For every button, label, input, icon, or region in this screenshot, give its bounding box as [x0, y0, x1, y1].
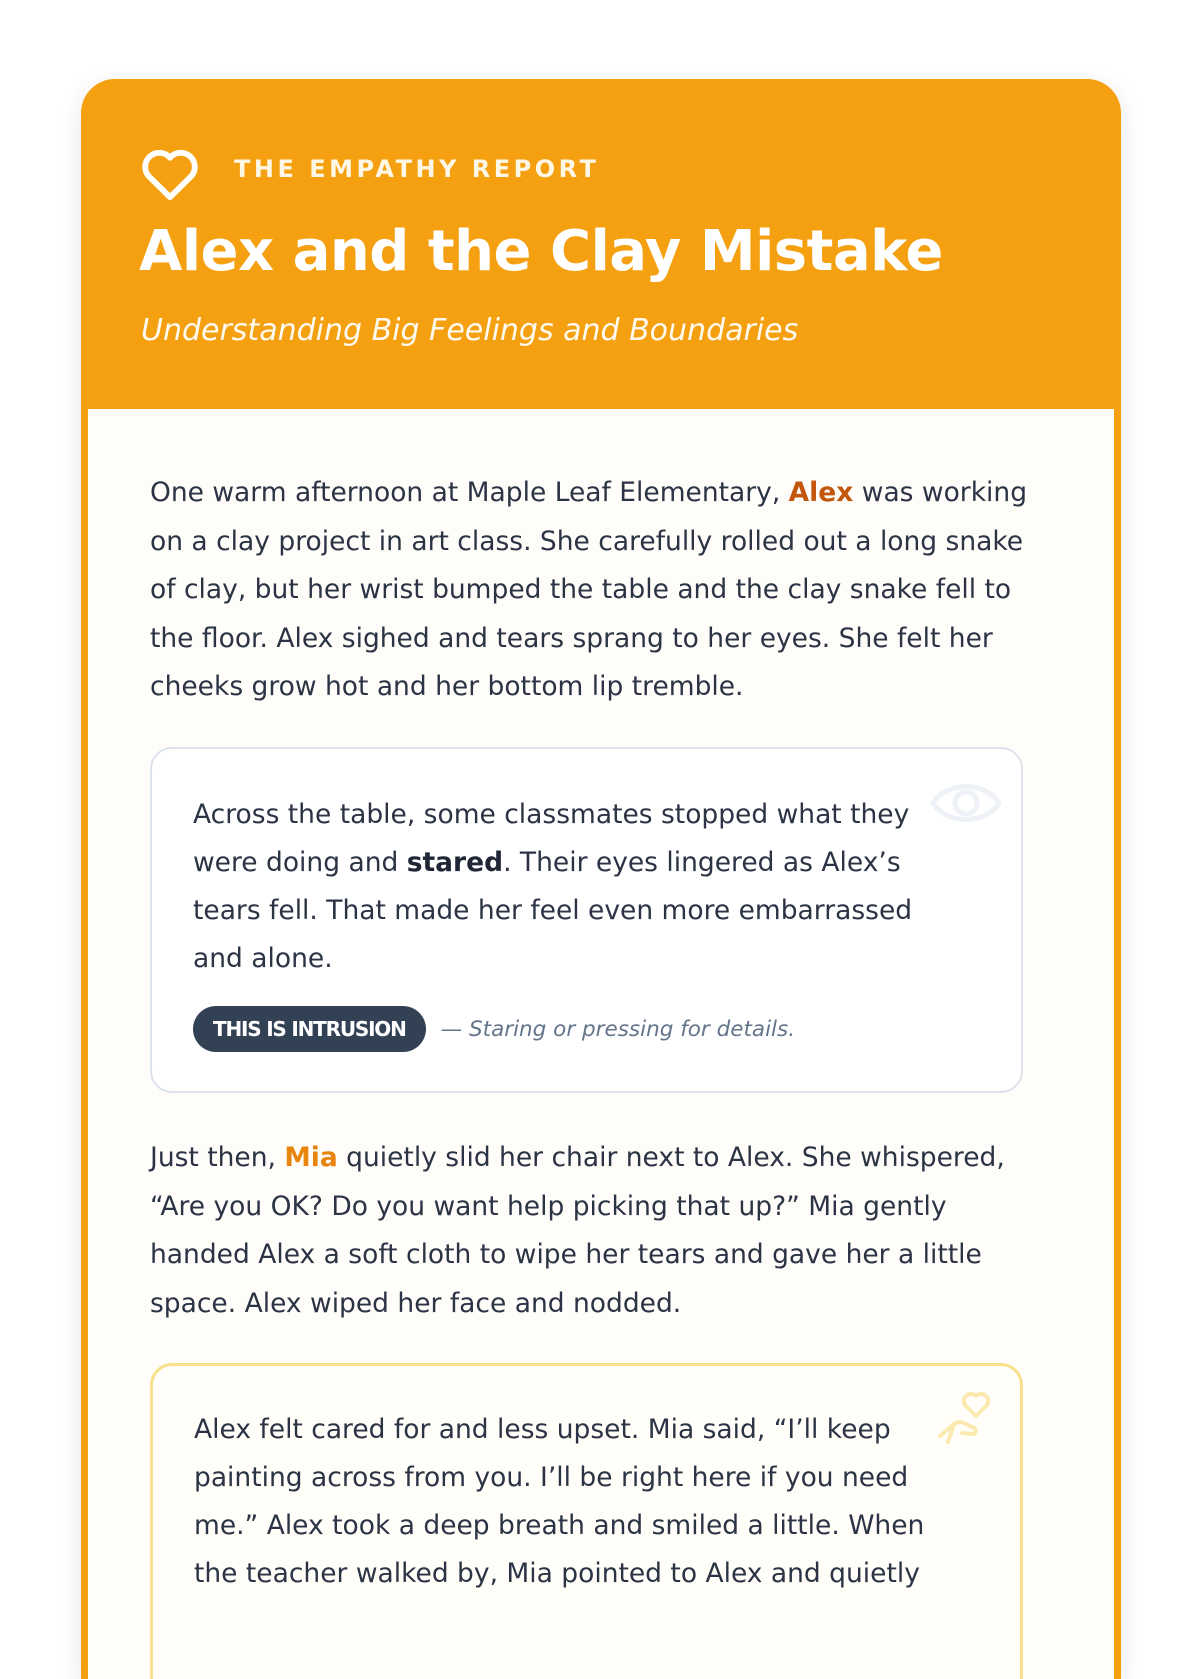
support-callout: [150, 1363, 1023, 1679]
page-subtitle: Understanding Big Feelings and Boundaries: [141, 313, 799, 348]
story-paragraph-2: Just then, Mia quietly slid her chair next to Alex. She whispered, “Are you OK? Do you want help picking that up?” Mia gently handed Alex a soft cloth to wipe her tears and gave her a little space. Alex wiped her face and nodded.: [150, 1142, 1005, 1319]
intrusion-note: — Staring or pressing for details.: [440, 1016, 796, 1042]
page-title: Alex and the Clay Mistake: [139, 219, 943, 284]
story-paragraph-1: One warm afternoon at Maple Leaf Elementary, Alex was working on a clay project in art class. She carefully rolled out a long snake of clay, but her wrist bumped the table and the clay snake fell to the floor. Alex sighed and tears sprang to her eyes. She felt her cheeks grow hot and her bottom lip tremble.: [150, 477, 1028, 702]
report-eyebrow: THE EMPATHY REPORT: [234, 155, 600, 183]
intrusion-tag-row: [193, 1006, 795, 1052]
character-name-alex: Alex: [788, 477, 854, 508]
report-card: [81, 79, 1121, 1679]
support-text: Alex felt cared for and less upset. Mia said, “I’ll keep painting across from you. I’ll be right here if you need me.” Alex took a deep breath and smiled a little. When the teacher walked by, Mia pointed to Alex and quietly: [194, 1414, 925, 1589]
emphasis-stared: stared: [406, 847, 504, 878]
character-name-mia: Mia: [284, 1142, 338, 1173]
intrusion-callout: [150, 747, 1023, 1093]
report-header: [81, 79, 1121, 409]
heart-icon: [139, 145, 201, 201]
intrusion-text: Across the table, some classmates stopped what they were doing and stared. Their eyes lingered as Alex’s tears fell. That made her feel even more embarrassed and alone.: [193, 799, 913, 974]
intrusion-badge: THIS IS INTRUSION: [193, 1006, 426, 1052]
story-body: [88, 409, 1114, 1679]
